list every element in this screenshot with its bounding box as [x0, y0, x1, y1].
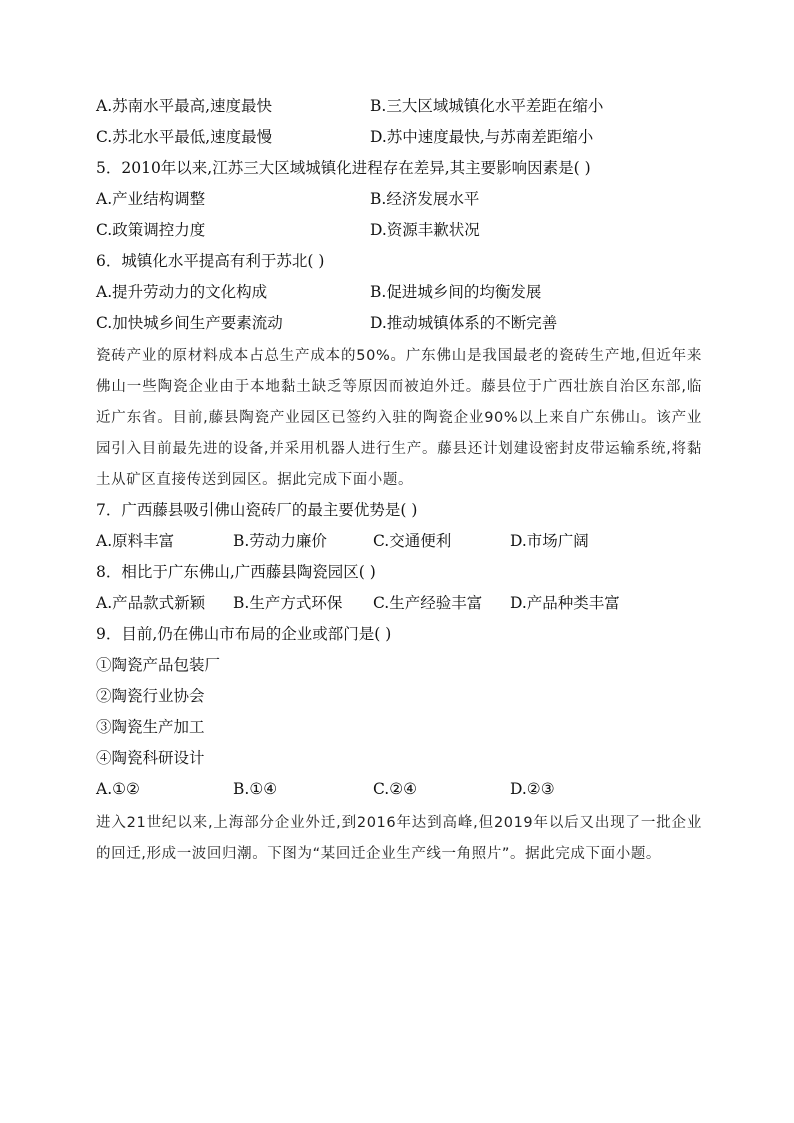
q5-option-d: D.资源丰歉状况 — [370, 221, 480, 239]
q7-option-a: A.原料丰富 — [96, 532, 175, 550]
q7-option-b: B.劳动力廉价 — [233, 532, 327, 550]
q6-option-b: B.促进城乡间的均衡发展 — [370, 283, 542, 301]
q4-option-c: C.苏北水平最低,速度最慢 — [96, 128, 273, 146]
q6-option-c: C.加快城乡间生产要素流动 — [96, 314, 283, 332]
q4-option-b: B.三大区域城镇化水平差距在缩小 — [370, 97, 604, 115]
q6-stem: 6．城镇化水平提高有利于苏北( ) — [96, 252, 325, 270]
q9-item-2: ②陶瓷行业协会 — [96, 687, 205, 705]
q9-item-3: ③陶瓷生产加工 — [96, 718, 205, 736]
q8-option-d: D.产品种类丰富 — [510, 594, 620, 612]
q7-option-d: D.市场广阔 — [510, 532, 589, 550]
passage-shanghai: 进入21世纪以来,上海部分企业外迁,到2016年达到高峰,但2019年以后又出现了一批企业的回迁,形成一波回归潮。下图为“某回迁企业生产线一角照片”。据此完成下面小题。 — [96, 815, 702, 862]
q8-option-c: C.生产经验丰富 — [373, 594, 483, 612]
q6-option-d: D.推动城镇体系的不断完善 — [370, 314, 558, 332]
q5-stem: 5．2010年以来,江苏三大区域城镇化进程存在差异,其主要影响因素是( ) — [96, 159, 591, 177]
q7-stem: 7．广西藤县吸引佛山瓷砖厂的最主要优势是( ) — [96, 501, 418, 519]
q4-option-a: A.苏南水平最高,速度最快 — [96, 97, 273, 115]
q9-option-a: A.①② — [96, 780, 140, 798]
q8-stem: 8．相比于广东佛山,广西藤县陶瓷园区( ) — [96, 563, 376, 581]
q9-option-c: C.②④ — [373, 780, 418, 798]
q5-option-c: C.政策调控力度 — [96, 221, 206, 239]
q7-option-c: C.交通便利 — [373, 532, 452, 550]
q9-stem: 9．目前,仍在佛山市布局的企业或部门是( ) — [96, 625, 392, 643]
q9-item-4: ④陶瓷科研设计 — [96, 749, 205, 767]
q9-item-1: ①陶瓷产品包装厂 — [96, 656, 221, 674]
q8-option-b: B.生产方式环保 — [233, 594, 343, 612]
q8-option-a: A.产品款式新颖 — [96, 594, 206, 612]
q5-option-a: A.产业结构调整 — [96, 190, 206, 208]
q9-option-b: B.①④ — [233, 780, 278, 798]
q5-option-b: B.经济发展水平 — [370, 190, 480, 208]
q9-option-d: D.②③ — [510, 780, 555, 798]
q4-option-d: D.苏中速度最快,与苏南差距缩小 — [370, 128, 594, 146]
passage-ceramics: 瓷砖产业的原材料成本占总生产成本的50%。广东佛山是我国最老的瓷砖生产地,但近年来佛山一些陶瓷企业由于本地黏土缺乏等原因而被迫外迁。藤县位于广西壮族自治区东部,临近广东省。目前,藤县陶瓷产业园区已签约入驻的陶瓷企业90%以上来自广东佛山。该产业园引入目前最先进的设备,并采用机器人进行生产。藤县还计划建设密封皮带运输系统,将黏土从矿区直接传送到园区。据此完成下面小题。 — [96, 348, 702, 488]
q6-option-a: A.提升劳动力的文化构成 — [96, 283, 268, 301]
